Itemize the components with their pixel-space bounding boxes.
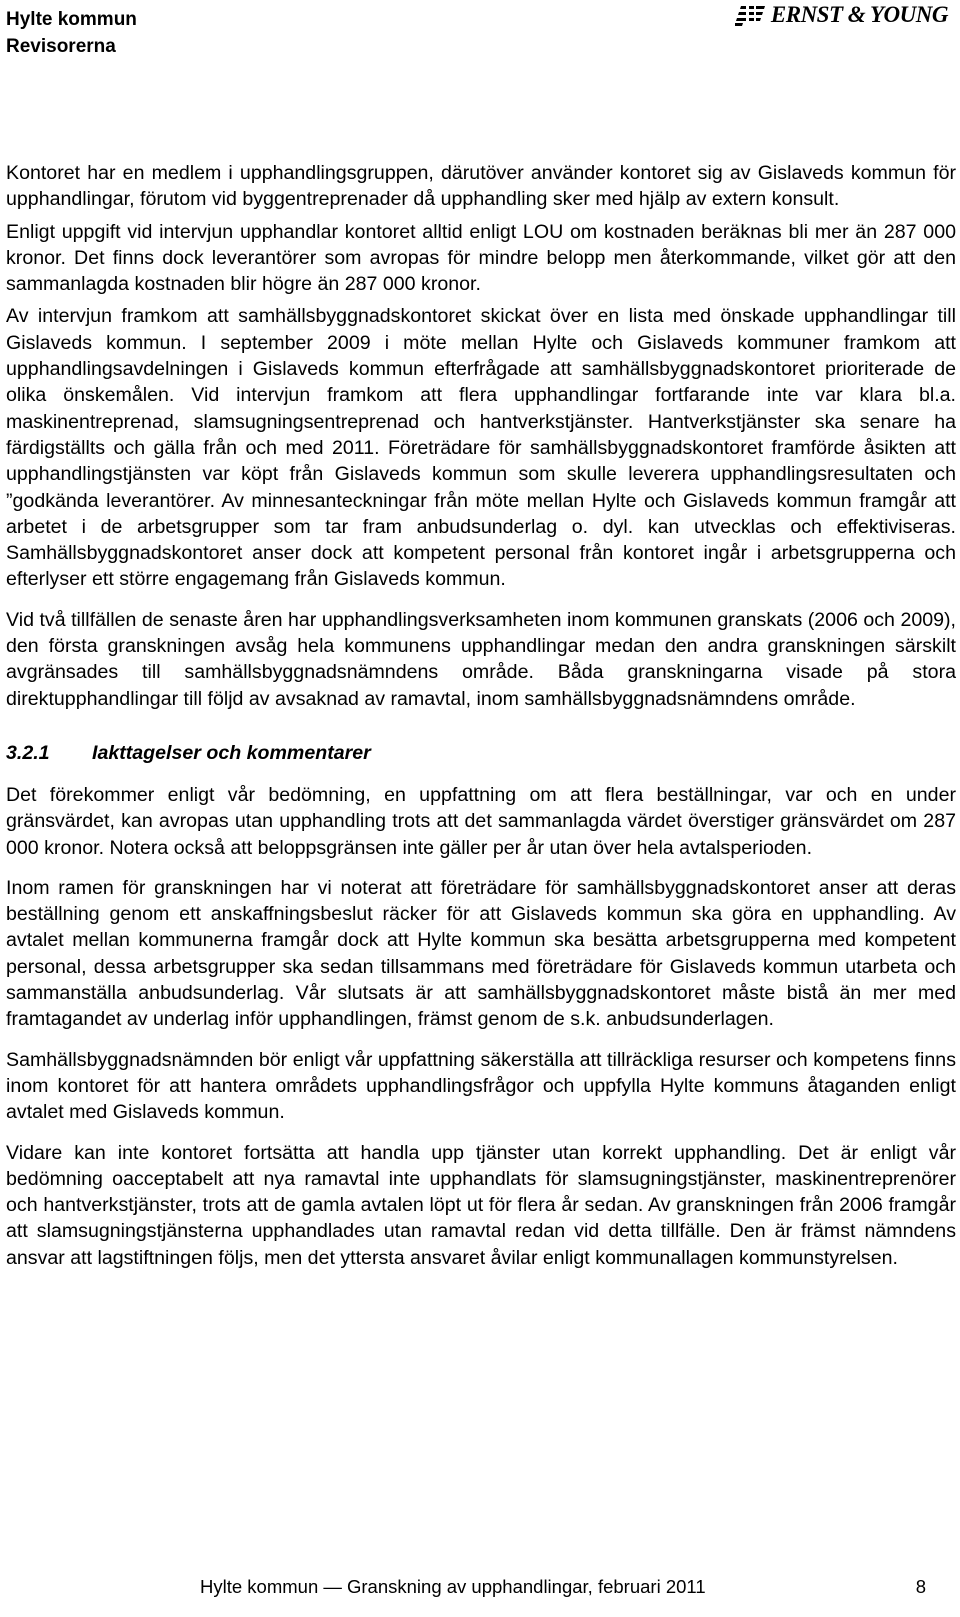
paragraph-8: Vidare kan inte kontoret fortsätta att handla upp tjänster utan korrekt upphandling. Det är enligt vår bedömning oacceptabelt att nya ramavtal inte upphandlats för slamsugningstjänster, maskinentreprenörer och hantverkstjänster, trots att de gamla avtalen löpt ut för flera år sedan. Av granskningen från 2006 framgår att slamsugningstjänsterna upphandlades utan ramavtal redan vid detta tillfälle. Den är främst nämndens ansvar att lagstiftningen följs, men det yttersta ansvaret åvilar enligt kommunallagen kommunstyrelsen. xyxy=(6,1141,956,1269)
org-line-1: Hylte kommun xyxy=(6,9,137,30)
footer-text: Hylte kommun — Granskning av upphandlingar, februari 2011 xyxy=(200,1576,706,1597)
page-number: 8 xyxy=(915,1576,926,1597)
organization-name xyxy=(6,6,137,60)
page-header xyxy=(0,0,960,58)
ernst-young-logo xyxy=(735,0,948,30)
paragraph-3: Av intervjun framkom att samhällsbyggnadskontoret skickat över en lista med önskade upphandlingar till Gislaveds kommun. I september 2009 i möte mellan Hylte och Gislaveds kommuner framkom att upphandlingsavdelningen i Gislaveds kommun efterfrågade att samhällsbyggnadskontoret prioriterade de olika önskemålen. Vid intervjun framkom att flera upphandlingar fortfarande inte var klara bl.a. maskinentreprenad, slamsugningsentreprenad och hantverkstjänster. Hantverkstjänster ska senare ha färdigställts och gälla från och med 2011. Företrädare för samhällsbyggnadskontoret framförde åsikten att upphandlingstjänsten var köpt från Gislaveds kommun som skulle leverera upphandlingsresultaten och ”godkända leverantörer. Av minnesanteckningar från möte mellan Hylte och Gislaveds kommun framgår att arbetet i de arbetsgrupper som tar fram anbudsunderlag o. dyl. kan utvecklas och effektiviseras. Samhällsbyggnadskontoret anser dock att kompetent personal från kontoret ingår i arbetsgrupperna och efterlyser ett större engagemang från Gislaveds kommun. xyxy=(6,305,956,591)
section-title: Iakttagelser och kommentarer xyxy=(92,741,371,764)
section-heading xyxy=(6,740,956,766)
paragraph-5: Det förekommer enligt vår bedömning, en uppfattning om att flera beställningar, var och en under gränsvärdet, kan avropas utan upphandling trots att det sammanlagda värdet överstiger gränsvärdet om 287 000 kronor. Notera också att beloppsgränsen inte gäller per år utan över hela avtalsperioden. xyxy=(6,783,956,859)
paragraph-6: Inom ramen för granskningen har vi noterat att företrädare för samhällsbyggnadskontoret anser att deras beställning genom ett anskaffningsbeslut räcker för att Gislaveds kommun ska göra en upphandling. Av avtalet mellan kommunerna framgår dock att Hylte kommun ska besätta arbetsgrupperna med kompetent personal, dessa arbetsgrupper ska sedan tillsammans med företrädare för Gislaveds kommun utarbeta och sammanställa anbudsunderlag. Vår slutsats är att samhällsbyggnadskontoret måste bistå än mer med framtagandet av underlag inför upphandlingen, främst genom de s.k. anbudsunderlagen. xyxy=(6,876,956,1031)
paragraph-7: Samhällsbyggnadsnämnden bör enligt vår uppfattning säkerställa att tillräckliga resurser och kompetens finns inom kontoret för att hantera områdets upphandlingsfrågor och uppfylla Hylte kommuns åtaganden enligt avtalet med Gislaveds kommun. xyxy=(6,1048,956,1124)
section-number: 3.2.1 xyxy=(6,741,50,764)
page-footer xyxy=(0,1572,960,1602)
paragraph-4: Vid två tillfällen de senaste åren har upphandlingsverksamheten inom kommunen granskats (2006 och 2009), den första granskningen avsåg hela kommunens upphandlingar medan den andra granskningen särskilt avgränsades till samhällsbyggnadsnämndens område. Båda granskningarna visade på stora direktupphandlingar till följd av avsaknad av ramavtal, inom samhällsbyggnadsnämndens område. xyxy=(6,608,956,710)
document-body xyxy=(6,160,956,1285)
ernst-young-bars-icon xyxy=(735,4,765,26)
paragraph-1: Kontoret har en medlem i upphandlingsgruppen, därutöver använder kontoret sig av Gislaveds kommun för upphandlingar, förutom vid byggentreprenader då upphandling sker med hjälp av extern konsult. xyxy=(6,162,956,211)
logo-text: ERNST & YOUNG xyxy=(770,2,948,27)
paragraph-2: Enligt uppgift vid intervjun upphandlar kontoret alltid enligt LOU om kostnaden beräknas bli mer än 287 000 kronor. Det finns dock leverantörer som avropas för mindre belopp men återkommande, vilket gör att den sammanlagda kostnaden blir högre än 287 000 kronor. xyxy=(6,220,956,296)
org-line-2: Revisorerna xyxy=(6,36,116,57)
